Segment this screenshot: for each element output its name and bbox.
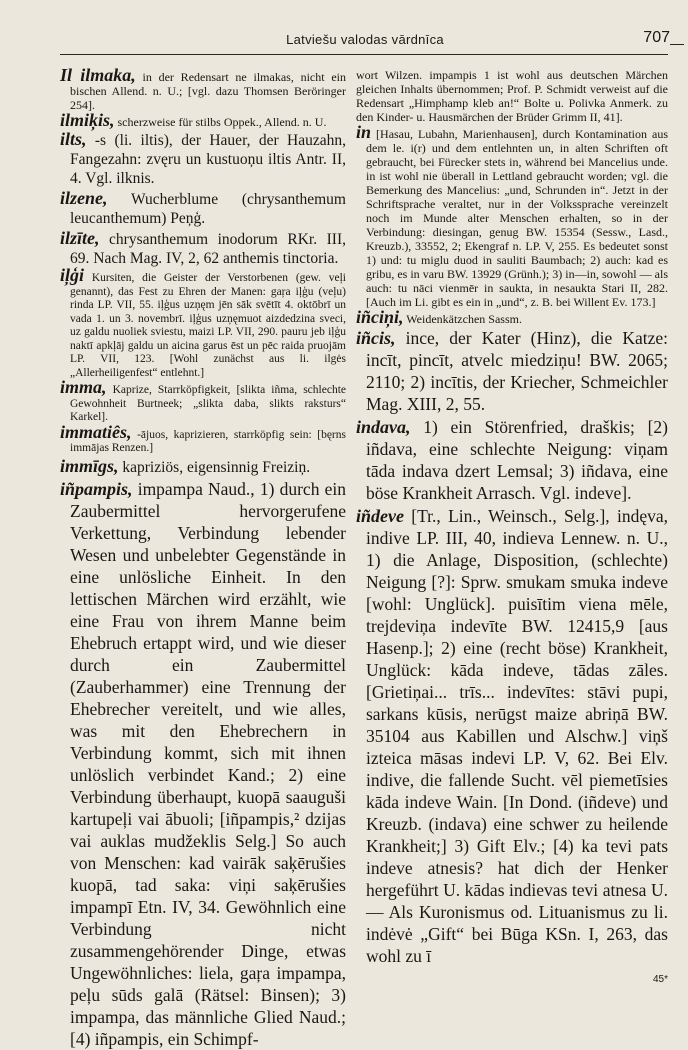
dictionary-entry [60, 229, 346, 268]
entry-headword: iñdeve [356, 506, 404, 526]
entry-definition: [Hasau, Lubahn, Marienhausen], durch Kontamination aus dem le. i(r) und dem entlehnten un, in alten Schriften oft gebraucht, bei Fürecker stets in, während bei Mancelius unde. in ist wohl nie überall in Lettland gebraucht worden; vgl. die Bemerkung des Mancelius: „und, Schrunden in“. Jetzt in der Schriftsprache veraltet, nur in der Volkssprache vereinzelt noch im Munde alter Menschen erhalten, so in der Verbindung: diesingan, genug BW. 15354 (Sessw., Lasd., Kreuzb.), 33552, 2; Ekengraf n. LP. V, 255. Es bedeutet sonst 1) und: tu miglu duod in sauliti Baumbach; 2) auch: kad es gribu, es in varu BW. 13929 (Grünh.); 3) in—in, sowohl — als auch: tu nāci vienmēr in saukta, in nesaukta Stari II, 282. [Auch im Li. gibt es ein in „und“, z. B. bei Willent Ev. 173.] [366, 127, 668, 309]
running-title: Latviešu valodas vārdnīca [286, 32, 444, 47]
header-rule-mark [670, 44, 684, 45]
entry-definition: -s (li. iltis), der Hauer, der Hauzahn, Fangezahn: zvęru un kustuoņu iltis Antr. II, 4. Vgl. ilknis. [70, 132, 346, 187]
entry-headword: ilts, [60, 129, 87, 149]
entry-headword: iñpampis, [60, 478, 133, 499]
dictionary-entry [60, 189, 346, 228]
entry-headword: ilzīte, [60, 228, 100, 248]
entry-definition: in der Redensart ne ilmakas, nicht ein bischen Allend. n. U.; [vgl. dazu Thomsen Beröringer 254]. [70, 70, 346, 112]
right-column [356, 68, 668, 980]
signature-mark: 45* [652, 974, 668, 985]
left-column [60, 65, 346, 1049]
dictionary-entry [60, 65, 346, 112]
entry-definition: kapriziös, eigensinnig Freiziņ. [118, 458, 311, 476]
entry-headword: ilmiķis, [60, 110, 115, 130]
entry-definition: [Tr., Lin., Weinsch., Selg.], indęva, indive LP. III, 40, indieva Lennew. n. U., 1) die Anlage, Disposition, (schlechte) Neigung [?]: Sprw. smukam smuka indeve [wohl: Unglück]. puisītim viena mēle, trejdeviņa indevīte BW. 12415,9 [aus Hasenp.]; 2) eine (recht böse) Krankheit, Unglück: kāda indeve, tādas zāles. [Grietiņai... trīs... indevītes: stāvi pupi, sarkans kūsis, nerūgst maize abriņā BW. 35104 aus Kabillen und Alschw.] viņš izteica māsas indevi LP. V, 62. Bei Elv. indive, die fallende Sucht. vēl piemetīsies kāda indeve Wain. [In Dond. (iñdeve) und Kreuzb. (indava) eine schwer zu heilende Krankheit;] 3) Gift Elv.; [4) ka tevi pats indeve atnesis? hat dich der Henker hergeführt U. kādas indievas tevi atnesa U. — Als Kuronismus od. Lituanismus zu li. indėvė „Gift“ bei Būga KSn. I, 263, das wohl zu ī [366, 506, 668, 966]
entry-definition: 1) ein Störenfried, draškis; [2) iñdava, eine schlechte Neigung: viņam tāda indava dzert Lemsal; 3) iñdava, eine böse Krankheit Arrasch. Vgl. indeve]. [366, 417, 668, 503]
entry-headword: indava, [356, 417, 411, 437]
entry-definition: chrysanthemum inodorum RKr. III, 69. Nach Mag. IV, 2, 62 anthemis tinctoria. [70, 231, 346, 267]
entry-definition: ince, der Kater (Hinz), die Katze: incīt, pincīt, atvelc miedziņu! BW. 2065; 2110; 2) incītis, der Kriecher, Schmeichler Mag. XIII, 2, 55. [366, 328, 668, 414]
dictionary-entry [60, 457, 346, 477]
entry-definition: Kaprize, Starrköpfigkeit, [slikta iñma, schlechte Gewohnheit Burtneek; „slikta daba, slikts raksturs“ Karkel]. [70, 384, 346, 423]
dictionary-entry [356, 122, 668, 309]
dictionary-entry [356, 505, 668, 967]
entry-headword: iñcis, [356, 328, 396, 348]
entry-headword: ilzene, [60, 188, 108, 208]
entry-definition: impampa Naud., 1) durch ein Zaubermittel hervorgerufene Verkettung, Verbindung lebender Wesen und unbelebter Gegenstände in eine unlösliche Einheit. In den lettischen Märchen wird erzählt, wie eine Frau von ihrem Manne beim Ehebruch ertappt wird, und wie dieser durch ein Zaubermittel (Zauberhammer) eine Trennung der Ehebrecher vereitelt, und wie alles, was mit den Ehebrechern in Verbindung kommt, sich mit ihnen unlöslich verbindet Kand.; 2) eine Verbindung überhaupt, kuopā saauguši kartupeļi vai ābuoli; [iñpampis,² dzijas vai auklas mudžeklis Selg.] So auch von Menschen: kad vairāk saķērušies kuopā, tad saka: viņi saķērušies impampī Etn. IV, 34. Gewöhnlich eine Verbindung nicht zusammengehörender Dinge, etwas Ungewöhnliches: liela, gaŗa impampa, peļu sūds galā (Rätsel: Binsen); 3) impampa, das männliche Glied Naud.; [4) iñpampis, ein Schimpf- [70, 478, 346, 1049]
dictionary-entry [60, 265, 346, 380]
entry-definition: Wucherblume (chrysanthemum leucanthemum) Peņģ. [70, 191, 346, 227]
page-number: 707 [643, 29, 670, 46]
entry-definition: wort Wilzen. impampis 1 ist wohl aus deutschen Märchen gleichen Inhalts übernommen; Prof. P. Schmidt verweist auf die Redensart „Himphamp kleb an!“ Bolte u. Polivka Anmerk. zu den Kinder- u. Hausmärchen der Brüder Grimm II, 41]. [356, 68, 668, 124]
entry-headword: imma, [60, 377, 107, 397]
entry-headword: immīgs, [60, 455, 119, 476]
entry-headword: iļģi [60, 265, 85, 285]
entry-definition: scherzweise für stilbs Oppek., Allend. n. U. [114, 115, 327, 129]
dictionary-entry [356, 327, 668, 415]
dictionary-entry [60, 421, 346, 456]
dictionary-entry [356, 307, 668, 327]
dictionary-entry [356, 416, 668, 504]
entry-headword: in [356, 122, 372, 142]
header-rule [60, 54, 668, 55]
dictionary-entry [60, 478, 346, 1050]
entry-definition: Kursiten, die Geister der Verstorbenen (gew. veļi genannt), das Fest zu Ehren der Manen: gaŗa iļģu (veļu) rinda LP. VII, 55. iļģus uzņęm jēn sāk svētīt 4. oktōbrī un vada 1. un 3. novembrī. iļģus uzņęmuot aizdedzina sveci, uz galdu nuoliek sviestu, maizi LP. VII, 290. pauru jeb iļģu naktī apkļāj galdu un aicina garus ēst un pēc raida pruojām LP. VII, 123. [Wohl zunächst aus li. ilgės „Allerheiligenfest“ entlehnt.] [70, 272, 346, 379]
entry-headword: immatiês, [60, 421, 132, 442]
dictionary-entry [60, 110, 346, 130]
dictionary-entry [356, 68, 668, 124]
entry-definition: Weidenkätzchen Sassm. [403, 312, 522, 326]
dictionary-entry [60, 377, 346, 425]
page-header [60, 26, 670, 56]
entry-definition: -ājuos, kaprizieren, starrköpfig sein: [bęrns immājas Renzen.] [70, 428, 346, 454]
entry-headword: iñciņi, [356, 307, 404, 327]
entry-headword: Il ilmaka, [60, 65, 136, 85]
dictionary-entry [60, 130, 346, 188]
